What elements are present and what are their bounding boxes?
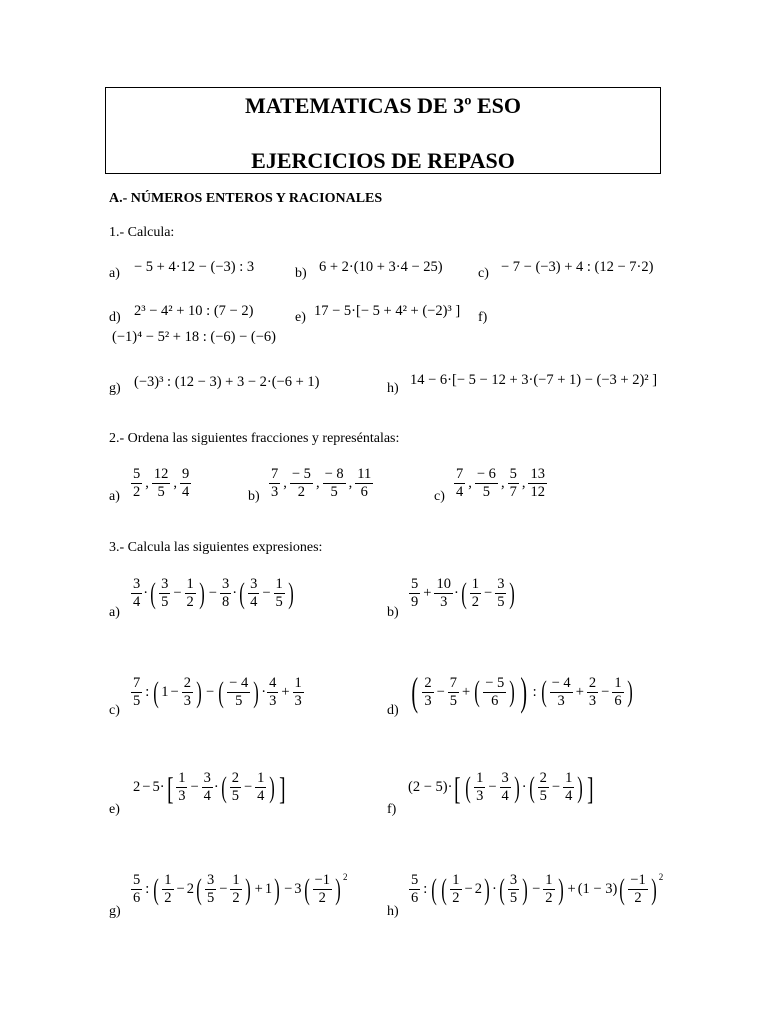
q1-expr-e: 17 − 5·[− 5 + 4² + (−2)³ ] <box>314 303 461 319</box>
q1-expr-f: (−1)⁴ − 5² + 18 : (−6) − (−6) <box>112 329 276 345</box>
fraction: $\frac{5}{2}$ <box>133 466 141 500</box>
fraction: $\frac{7}{3}$ <box>271 466 279 500</box>
q3-expr-d: ( $\frac{2}{3}$ − $\frac{7}{5}$ + ( $\frac{- 5}{6}$ ) ) : ( $\frac{- 4}{3}$ + $\frac{2}{3}$ − $\frac{1}{6}$ ) <box>411 669 633 714</box>
fraction: $\frac{7}{4}$ <box>456 466 464 500</box>
q3-label-b: b) <box>387 605 399 620</box>
q1-label-e: e) <box>295 310 306 325</box>
section-heading: A.- NÚMEROS ENTEROS Y RACIONALES <box>109 191 383 206</box>
q1-heading: 1.- Calcula: <box>109 225 175 240</box>
fraction: $\frac{11}{6}$ <box>357 466 372 500</box>
q3-expr-f: (2 − 5) · [ ( $\frac{1}{3}$ − $\frac{3}{4}$ ) · ( $\frac{2}{5}$ − $\frac{1}{4}$ ) ] <box>408 769 594 806</box>
fraction: $\frac{5}{7}$ <box>509 466 517 500</box>
fraction: $\frac{13}{12}$ <box>530 466 545 500</box>
q2-fractions-a: $\frac{5}{2}$ , $\frac{12}{5}$ , $\frac{9}{4}$ <box>133 466 190 500</box>
fraction: $\frac{- 5}{2}$ <box>291 466 311 500</box>
q2-fractions-c: $\frac{7}{4}$ , $\frac{- 6}{5}$ , $\frac{5}{7}$ , $\frac{13}{12}$ <box>456 466 545 500</box>
fraction: $\frac{- 6}{5}$ <box>476 466 496 500</box>
q1-label-f: f) <box>478 310 488 325</box>
q3-expr-h: $\frac{5}{6}$ : ( ( $\frac{1}{2}$ − 2 ) · ( $\frac{3}{5}$ ) − $\frac{1}{2}$ ) + (1 − 3) ( $\frac{-1}{2}$ ) $^2$ <box>411 872 664 906</box>
fraction: $\frac{12}{5}$ <box>153 466 169 500</box>
q3-label-c: c) <box>109 703 120 718</box>
q3-label-g: g) <box>109 904 121 919</box>
q2-label-a: a) <box>109 489 120 504</box>
q3-label-f: f) <box>387 802 397 817</box>
q1-expr-d: 2³ − 4² + 10 : (7 − 2) <box>134 303 254 319</box>
q1-label-b: b) <box>295 266 307 281</box>
q1-expr-a: − 5 + 4·12 − (−3) : 3 <box>134 259 255 275</box>
q2-label-c: c) <box>434 489 445 504</box>
q1-expr-b: 6 + 2·(10 + 3·4 − 25) <box>319 259 443 275</box>
q1-expr-g: (−3)³ : (12 − 3) + 3 − 2·(−6 + 1) <box>134 374 320 390</box>
q2-heading: 2.- Ordena las siguientes fracciones y represéntalas: <box>109 431 400 446</box>
q3-label-h: h) <box>387 904 399 919</box>
q3-expr-c: $\frac{7}{5}$ : ( 1 − $\frac{2}{3}$ ) − ( $\frac{- 4}{5}$ ) · $\frac{4}{3}$ + $\frac{1}{3}$ <box>133 675 302 709</box>
q2-fractions-b: $\frac{7}{3}$ , $\frac{- 5}{2}$ , $\frac{- 8}{5}$ , $\frac{11}{6}$ <box>271 466 372 500</box>
q2-label-b: b) <box>248 489 260 504</box>
q1-label-a: a) <box>109 266 120 281</box>
q3-label-d: d) <box>387 703 399 718</box>
q1-label-h: h) <box>387 381 399 396</box>
q3-label-a: a) <box>109 605 120 620</box>
q3-expr-g: $\frac{5}{6}$ : ( $\frac{1}{2}$ − 2 ( $\frac{3}{5}$ − $\frac{1}{2}$ ) + 1 ) − 3 ( $\frac{-1}{2}$ ) $^2$ <box>133 872 348 906</box>
q1-label-d: d) <box>109 310 121 325</box>
document-subtitle: EJERCICIOS DE REPASO <box>251 148 515 173</box>
q3-expr-b: $\frac{5}{9}$ + $\frac{10}{3}$ · ( $\frac{1}{2}$ − $\frac{3}{5}$ ) <box>411 576 516 610</box>
title-box <box>105 87 661 174</box>
q1-expr-h: 14 − 6·[− 5 − 12 + 3·(−7 + 1) − (−3 + 2)² ] <box>410 372 658 388</box>
fraction: $\frac{- 8}{5}$ <box>324 466 344 500</box>
q3-expr-a: $\frac{3}{4}$ · ( $\frac{3}{5}$ − $\frac{1}{2}$ ) − $\frac{3}{8}$ · ( $\frac{3}{4}$ − $\frac{1}{5}$ ) <box>133 576 294 610</box>
document-title: MATEMATICAS DE 3º ESO <box>245 93 521 118</box>
q1-label-g: g) <box>109 381 121 396</box>
fraction: $\frac{9}{4}$ <box>182 466 190 500</box>
q3-heading: 3.- Calcula las siguientes expresiones: <box>109 540 323 555</box>
q1-expr-c: − 7 − (−3) + 4 : (12 − 7·2) <box>501 259 654 275</box>
q3-expr-e: 2 − 5 · [ $\frac{1}{3}$ − $\frac{3}{4}$ · ( $\frac{2}{5}$ − $\frac{1}{4}$ ) ] <box>133 769 286 806</box>
q3-label-e: e) <box>109 802 120 817</box>
q1-label-c: c) <box>478 266 489 281</box>
